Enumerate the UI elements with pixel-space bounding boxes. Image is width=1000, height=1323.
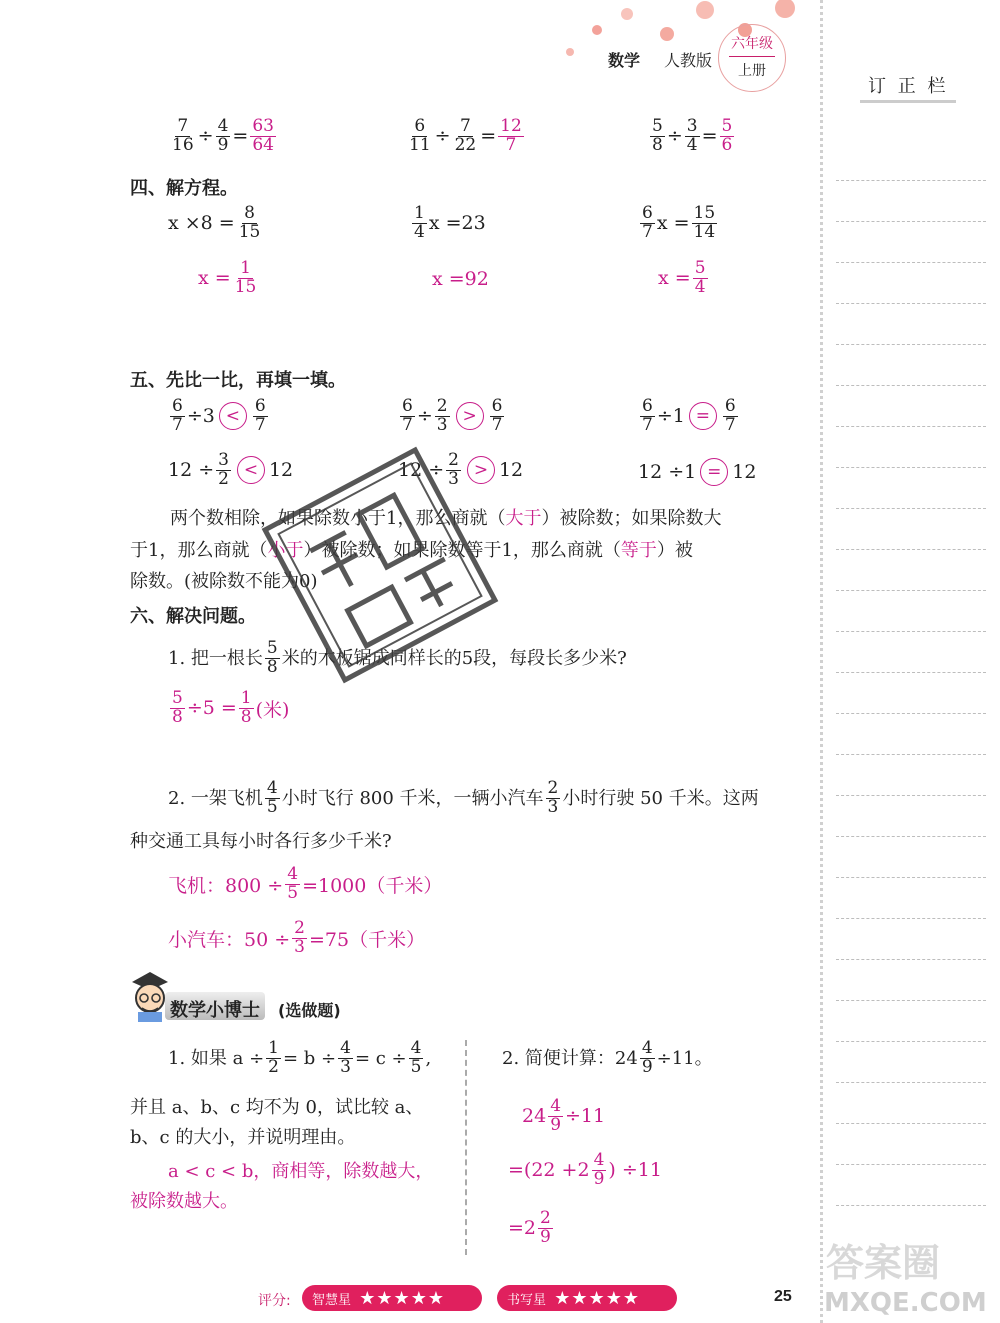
frac-den: 9	[641, 1056, 653, 1077]
frac-num: 6	[402, 396, 413, 416]
answer-lhs: x =	[658, 267, 691, 290]
equation-lhs: x ×8 =	[168, 212, 235, 235]
frac-den: 3	[340, 1056, 351, 1077]
answer-den: 4	[694, 276, 706, 297]
correction-line	[836, 467, 986, 468]
frac-num: 1	[414, 203, 425, 223]
frac-num: 5	[652, 116, 663, 136]
operand: 12 ÷	[168, 459, 215, 482]
correction-line	[836, 344, 986, 345]
answer-den: 64	[252, 134, 274, 155]
star-icon: ★★★★★	[554, 1287, 640, 1309]
frac-den: 7	[254, 414, 266, 435]
frac-num: 3	[218, 450, 229, 470]
answer-num: 2	[294, 918, 305, 938]
problem-2-answer-car	[168, 920, 425, 957]
correction-column-title: 订 正 栏	[860, 70, 956, 103]
correction-line	[836, 754, 986, 755]
frac-den: 5	[410, 1056, 422, 1077]
frac-num: 2	[547, 778, 559, 798]
operand: 12 ÷	[398, 459, 445, 482]
equation-2-answer: x =92	[432, 268, 489, 290]
bonus-step-2	[508, 1152, 662, 1189]
text: 小汽车：50 ÷	[168, 928, 291, 951]
frac-den: 8	[652, 134, 663, 155]
equation-rhs: x =23	[428, 212, 486, 235]
answer-den: 9	[593, 1168, 605, 1189]
frac-num: 2	[448, 450, 459, 470]
grade-label: 六年级	[731, 36, 773, 52]
frac-num: 7	[177, 116, 189, 136]
frac-num: 6	[172, 396, 183, 416]
correction-line	[836, 1000, 986, 1001]
frac-num: 7	[459, 116, 471, 136]
answer-den: 6	[721, 134, 733, 155]
bonus-a1-line1: a < c < b，商相等，除数越大，	[168, 1161, 434, 1182]
bonus-step-3	[508, 1210, 555, 1247]
frac-num: 15	[693, 203, 716, 223]
frac-num: 4	[410, 1038, 422, 1058]
section-4-title: 四、解方程。	[130, 178, 238, 199]
text: 24	[522, 1105, 547, 1128]
text: 两个数相除，如果除数小于1，那么商就（	[170, 508, 506, 529]
equation-mid: x =	[656, 212, 690, 235]
frac-den: 4	[414, 221, 425, 242]
problem-2-line2: 种交通工具每小时各行多少千米?	[130, 831, 392, 852]
correction-line	[836, 631, 986, 632]
problem-2-line1	[168, 780, 759, 817]
wisdom-star-rating	[302, 1285, 482, 1311]
score-label: 评分:	[258, 1293, 291, 1309]
correction-line	[836, 1041, 986, 1042]
correction-line	[836, 877, 986, 878]
frac-den: 7	[642, 414, 653, 435]
answer-lhs: x =	[198, 267, 231, 290]
text: 小时飞行 800 千米，一辆小汽车	[281, 787, 544, 809]
equation-2	[410, 205, 486, 242]
operand: 12 ÷1	[638, 461, 697, 483]
page-number: 25	[774, 1288, 792, 1305]
edition-label: 人教版	[664, 51, 713, 70]
frac-num: 6	[724, 396, 736, 416]
answer-num: 4	[287, 864, 299, 884]
frac-num: 6	[642, 203, 653, 223]
frac-num: 4	[217, 116, 229, 136]
text: ) ÷11	[608, 1159, 662, 1182]
frac-num: 5	[266, 638, 278, 658]
text: 2. 一架飞机	[168, 787, 263, 809]
frac-den: 7	[642, 221, 653, 242]
text: ）被除数；如果除数等于1，那么商就（	[303, 539, 621, 561]
frac-den: 7	[724, 414, 736, 435]
frac-den: 9	[217, 134, 229, 155]
answer-den: 8	[240, 706, 252, 727]
frac-den: 5	[266, 796, 278, 817]
text: ,	[425, 1047, 432, 1069]
frac-den: 7	[402, 414, 413, 435]
problem-2-answer-plane	[168, 866, 442, 903]
writing-star-rating	[497, 1285, 677, 1311]
frac-num: 2	[436, 396, 448, 416]
frac-num: 4	[641, 1038, 653, 1058]
text: 米的木板锯成同样长的5段，每段长多少米?	[281, 647, 627, 669]
badge-label: 智慧星	[312, 1292, 352, 1308]
correction-line	[836, 918, 986, 919]
fill-answer: 小于	[267, 539, 304, 561]
frac-den: 7	[172, 414, 183, 435]
text: ÷11。	[656, 1047, 713, 1069]
frac-num: 8	[244, 203, 255, 223]
bonus-q2	[502, 1040, 713, 1077]
correction-line	[836, 549, 986, 550]
frac-den: 4	[686, 134, 698, 155]
correction-line	[836, 590, 986, 591]
correction-line	[836, 1164, 986, 1165]
answer-den: 15	[234, 276, 257, 297]
text: ÷5 =	[186, 697, 237, 720]
answer-den: 7	[505, 134, 517, 155]
operand: 12	[268, 459, 294, 482]
compare-1c	[638, 398, 740, 435]
answer-num: 5	[721, 116, 733, 136]
fill-answer: 等于	[620, 539, 657, 561]
text: =2	[508, 1217, 537, 1240]
frac-den: 15	[238, 221, 261, 242]
answer-den: 8	[172, 706, 183, 727]
compare-symbol: >	[456, 402, 484, 430]
answer-num: 1	[240, 688, 252, 708]
division-c: $\frac{5}{8}$ ÷ $\frac{3}{4}$ = $\frac{5}{6}$	[652, 116, 733, 155]
equation-3-answer	[658, 260, 710, 297]
frac-den: 3	[547, 796, 559, 817]
correction-line	[836, 303, 986, 304]
answer-den: 5	[287, 882, 299, 903]
equation-1	[168, 205, 264, 242]
subject-label: 数学	[608, 51, 641, 70]
compare-symbol: =	[700, 458, 728, 486]
answer-num: 63	[252, 116, 274, 136]
unit: (米)	[255, 698, 290, 721]
text: 于1，那么商就（	[130, 539, 268, 561]
correction-line	[836, 385, 986, 386]
frac-den: 3	[448, 468, 459, 489]
sidebar-divider	[820, 0, 823, 1323]
correction-line	[836, 262, 986, 263]
column-divider	[465, 1040, 467, 1255]
problem-1-answer	[168, 690, 289, 727]
division-b: $\frac{6}{11}$ ÷ $\frac{7}{22}$ = $\frac{12}{7}$	[409, 116, 522, 155]
equation-3	[638, 205, 719, 242]
answer-num: 12	[500, 116, 522, 136]
text: ）被	[656, 539, 693, 561]
text: 除数。(被除数不能为0)	[130, 571, 318, 592]
text: = b ÷	[282, 1047, 337, 1069]
compare-1b	[398, 398, 506, 435]
frac-den: 22	[454, 134, 477, 155]
frac-den: 8	[266, 656, 278, 677]
text: 小时行驶 50 千米。这两	[562, 787, 759, 809]
stamp-seal	[255, 440, 505, 690]
bonus-q1-line3: b、c 的大小，并说明理由。	[130, 1127, 356, 1148]
frac-den: 2	[218, 468, 229, 489]
text: =1000（千米）	[302, 874, 443, 897]
correction-line	[836, 1205, 986, 1206]
bonus-title: 数学小博士	[170, 1000, 260, 1021]
frac-num: 6	[491, 396, 503, 416]
operator: ÷1	[656, 405, 685, 428]
compare-symbol: <	[219, 402, 247, 430]
correction-line	[836, 508, 986, 509]
watermark-url: MXQE.COM	[824, 1288, 987, 1318]
section-6-title: 六、解决问题。	[130, 606, 256, 627]
bonus-a1-line2: 被除数越大。	[130, 1191, 238, 1212]
frac-den: 16	[172, 134, 194, 155]
volume-label: 上册	[738, 63, 766, 79]
compare-symbol: =	[689, 402, 717, 430]
frac-num: 4	[266, 778, 278, 798]
text: ÷11	[565, 1105, 606, 1128]
text: 1. 把一根长	[168, 647, 263, 669]
compare-2c	[638, 458, 756, 486]
correction-line	[836, 221, 986, 222]
operator: ÷	[416, 405, 433, 428]
text: =75（千米）	[308, 928, 426, 951]
text: ）被除数；如果除数大	[541, 508, 722, 529]
text: 2. 简便计算：24	[502, 1047, 638, 1069]
equation-1-answer	[198, 260, 260, 297]
correction-line	[836, 426, 986, 427]
text: 飞机：800 ÷	[168, 874, 284, 897]
bonus-q1-line1	[168, 1040, 431, 1077]
bonus-note: (选做题)	[278, 1001, 341, 1020]
answer-den: 9	[550, 1114, 562, 1135]
operand: 12	[732, 461, 757, 483]
answer-den: 3	[294, 936, 305, 957]
correction-line	[836, 1123, 986, 1124]
answer-den: 9	[540, 1226, 551, 1247]
frac-num: 4	[340, 1038, 351, 1058]
frac-num: 6	[254, 396, 266, 416]
answer-num: 5	[172, 688, 183, 708]
compare-1a	[168, 398, 270, 435]
text: 1. 如果 a ÷	[168, 1047, 265, 1069]
frac-num: 3	[686, 116, 698, 136]
frac-den: 7	[491, 414, 503, 435]
compare-symbol: >	[467, 456, 495, 484]
correction-line	[836, 1082, 986, 1083]
frac-den: 14	[693, 221, 716, 242]
text: = c ÷	[354, 1047, 407, 1069]
star-icon: ★★★★★	[359, 1287, 445, 1309]
frac-den: 3	[436, 414, 448, 435]
answer-num: 4	[593, 1150, 605, 1170]
bonus-q1-line2: 并且 a、b、c 均不为 0，试比较 a、	[130, 1097, 424, 1118]
frac-num: 1	[268, 1038, 279, 1058]
division-a: $\frac{7}{16}$ ÷ $\frac{4}{9}$ = $\frac{63}{64}$	[172, 116, 274, 155]
frac-num: 6	[414, 116, 426, 136]
answer-num: 5	[694, 258, 706, 278]
correction-line	[836, 713, 986, 714]
answer-num: 4	[550, 1096, 562, 1116]
fill-answer: 大于	[505, 508, 542, 529]
text: =(22 +2	[508, 1159, 590, 1182]
frac-den: 2	[268, 1056, 279, 1077]
operand: 12	[498, 459, 524, 482]
frac-den: 11	[409, 134, 431, 155]
grade-badge	[718, 24, 786, 92]
answer-num: 2	[540, 1208, 551, 1228]
compare-symbol: <	[237, 456, 265, 484]
bonus-step-1	[522, 1098, 605, 1135]
section-5-title: 五、先比一比，再填一填。	[130, 370, 346, 391]
correction-line	[836, 180, 986, 181]
badge-label: 书写星	[507, 1292, 547, 1308]
frac-num: 6	[642, 396, 653, 416]
correction-line	[836, 959, 986, 960]
correction-line	[836, 672, 986, 673]
correction-line	[836, 795, 986, 796]
operator: ÷3	[186, 405, 215, 428]
correction-line	[836, 836, 986, 837]
answer-num: 1	[240, 258, 251, 278]
watermark-logo: 答案圈	[826, 1241, 941, 1285]
